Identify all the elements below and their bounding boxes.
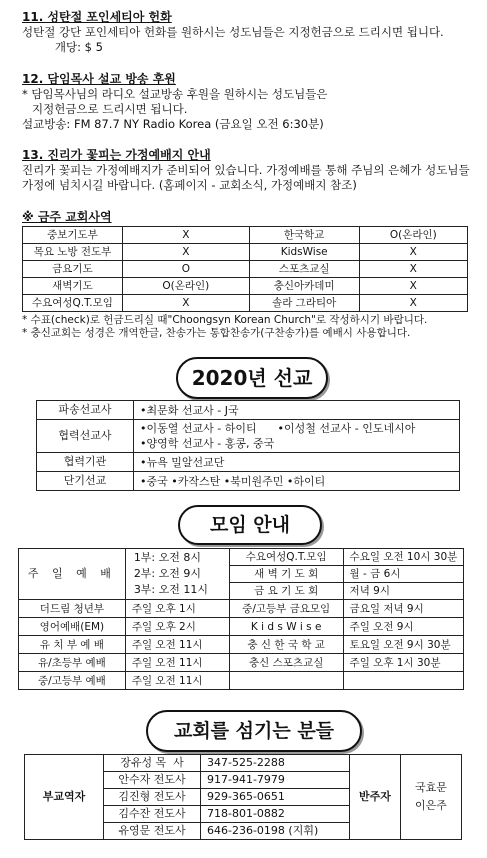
meeting-name: 주 일 예 배	[19, 549, 126, 600]
table-row	[37, 401, 460, 420]
ministry-status: O(온라인)	[122, 278, 249, 295]
section-body: 진리가 꽃피는 가정예배지가 준비되어 있습니다. 가정예배를 통해 주님의 은혜가 성도님들 가정에 넘치시길 바랍니다. (홈페이지 - 교회소식, 가정예배지 참조)	[22, 163, 470, 192]
meeting-name: 충 신 한 국 학 교	[229, 636, 343, 654]
mission-category: 협력선교사	[37, 420, 134, 453]
meeting-time: 주일 오전 11시	[125, 636, 229, 654]
staff-name: 장유성 목 사	[104, 755, 201, 772]
table-row	[19, 654, 464, 672]
staff-name: 유영문 전도사	[104, 823, 201, 840]
meeting-time: 주일 오후 2시	[125, 618, 229, 636]
ministry-name: 한국학교	[249, 227, 359, 244]
table-row	[19, 618, 464, 636]
mission-detail	[134, 472, 460, 491]
meeting-time: 주일 오전 11시	[125, 672, 229, 690]
section-title: 11. 성탄절 포인세티아 헌화	[22, 10, 172, 24]
meeting-name: 새 벽 기 도 회	[229, 566, 343, 583]
ministry-status: X	[359, 261, 467, 278]
service-time: 1부: 오전 8시	[133, 551, 202, 564]
service-time: 3부: 오전 11시	[133, 583, 209, 596]
meeting-time: 월 - 금 6시	[343, 566, 463, 583]
section-title: 13. 진리가 꽃피는 가정예배지 안내	[22, 148, 211, 162]
mission-line: •중국 •카작스탄 •북미원주민 •하이티	[140, 474, 326, 488]
meeting-name: 더드림 청년부	[19, 600, 126, 618]
accompanist-names	[401, 755, 462, 840]
staff-title-badge	[146, 710, 362, 752]
meeting-time: 주일 오후 1시	[125, 600, 229, 618]
ministry-status: X	[122, 227, 249, 244]
mission-category: 협력기관	[37, 453, 134, 472]
meeting-time	[125, 549, 229, 600]
ministry-status: X	[359, 278, 467, 295]
table-row	[23, 244, 468, 261]
mission-detail	[134, 453, 460, 472]
ministry-status: O(온라인)	[359, 227, 467, 244]
price-text: 개당: $ 5	[54, 40, 103, 54]
ministry-name: 스포츠교실	[249, 261, 359, 278]
meetings-title-badge	[178, 505, 322, 545]
meeting-time: 저녁 9시	[343, 583, 463, 600]
table-row	[37, 472, 460, 491]
table-row	[23, 261, 468, 278]
ministry-status: X	[122, 244, 249, 261]
meeting-name: K i d s W i s e	[229, 618, 343, 636]
weekly-title	[22, 210, 480, 225]
service-time: 2부: 오전 9시	[133, 567, 202, 580]
meeting-time: 주일 오전 11시	[125, 654, 229, 672]
ministry-name: 솔라 그라티아	[249, 295, 359, 312]
note: * 충신교회는 성경은 개역한글, 찬송가는 통합찬송가(구찬송가)를 예배시 사용합니다.	[22, 327, 411, 339]
table-row	[23, 278, 468, 295]
meeting-name: 수요여성Q.T.모임	[229, 549, 343, 566]
meeting-time: 토요일 오전 9시 30분	[343, 636, 463, 654]
meeting-time: 수요일 오전 10시 30분	[343, 549, 463, 566]
mission-line: •최문화 선교사 - J국	[140, 403, 239, 417]
body-text: 성탄절 강단 포인세티아 헌화를 원하시는 성도님들은 지정헌금으로 드리시면 됩니다.	[22, 25, 444, 39]
meeting-name: 중/고등부 금요모임	[229, 600, 343, 618]
section-poinsettia	[22, 10, 480, 55]
staff-phone: 917-941-7979	[201, 772, 350, 789]
staff-table	[24, 754, 462, 840]
mission-category: 단기선교	[37, 472, 134, 491]
staff-name: 안수자 전도사	[104, 772, 201, 789]
table-row	[19, 600, 464, 618]
staff-phone: 347-525-2288	[201, 755, 350, 772]
meetings-table	[18, 548, 464, 690]
table-row	[23, 295, 468, 312]
table-row	[19, 672, 464, 690]
mission-line: •양영학 선교사 - 홍콩, 중국	[140, 437, 275, 450]
accompanist-name: 국효문	[415, 781, 447, 794]
table-row	[25, 755, 462, 772]
ministry-status: O	[122, 261, 249, 278]
section-title: 12. 담임목사 설교 방송 후원	[22, 72, 176, 86]
table-row	[23, 227, 468, 244]
meeting-name: 유/초등부 예배	[19, 654, 126, 672]
line: 지정헌금으로 드리시면 됩니다.	[32, 102, 188, 116]
table-row	[19, 636, 464, 654]
weekly-notes	[22, 314, 482, 340]
table-row	[37, 420, 460, 453]
mission-title-badge	[176, 357, 328, 399]
ministry-name: 목요 노방 전도부	[23, 244, 123, 261]
mission-category: 파송선교사	[37, 401, 134, 420]
mission-table	[36, 400, 460, 491]
staff-name: 김진형 전도사	[104, 789, 201, 806]
staff-phone: 929-365-0651	[201, 789, 350, 806]
staff-phone: 718-801-0882	[201, 806, 350, 823]
meeting-name: 중/고등부 예배	[19, 672, 126, 690]
mission-title: 2020년 선교	[191, 366, 313, 390]
meeting-time	[343, 672, 463, 690]
weekly-ministry-table	[22, 226, 468, 312]
ministry-name: 수요여성Q.T.모임	[23, 295, 123, 312]
meeting-time: 금요일 저녁 9시	[343, 600, 463, 618]
ministry-name: KidsWise	[249, 244, 359, 261]
ministry-status: X	[359, 295, 467, 312]
meeting-time: 주일 오전 9시	[343, 618, 463, 636]
ministry-name: 중보기도부	[23, 227, 123, 244]
mission-line: •뉴욕 밀알선교단	[140, 455, 225, 469]
meeting-name: 충신 스포츠교실	[229, 654, 343, 672]
accompanist-label: 반주자	[350, 755, 401, 840]
ministry-status: X	[359, 244, 467, 261]
table-row	[37, 453, 460, 472]
ministry-name: 금요기도	[23, 261, 123, 278]
meeting-time: 주일 오후 1시 30분	[343, 654, 463, 672]
meetings-title: 모임 안내	[209, 514, 291, 536]
line: 설교방송: FM 87.7 NY Radio Korea (금요일 오전 6:30분)	[22, 117, 324, 131]
note: * 수표(check)로 헌금드리실 때"Choongsyn Korean Church"로 작성하시기 바랍니다.	[22, 314, 428, 326]
meeting-name: 유 치 부 예 배	[19, 636, 126, 654]
section-title: ※ 금주 교회사역	[22, 210, 112, 224]
section-broadcast	[22, 72, 480, 132]
meeting-name: 금 요 기 도 회	[229, 583, 343, 600]
ministry-status: X	[122, 295, 249, 312]
accompanist-name: 이은주	[415, 799, 447, 812]
meeting-name	[229, 672, 343, 690]
mission-detail	[134, 420, 460, 453]
meeting-name: 영어예배(EM)	[19, 618, 126, 636]
section-family-worship	[22, 148, 480, 193]
section-body	[22, 25, 480, 55]
staff-phone: 646-236-0198 (지휘)	[201, 823, 350, 840]
table-row	[19, 549, 464, 566]
staff-name: 김수잔 전도사	[104, 806, 201, 823]
mission-detail	[134, 401, 460, 420]
staff-group-label: 부교역자	[25, 755, 104, 840]
mission-line: •이동열 선교사 - 하이티 •이성철 선교사 - 인도네시아	[140, 422, 416, 435]
ministry-name: 새벽기도	[23, 278, 123, 295]
staff-title: 교회를 섬기는 분들	[173, 720, 335, 742]
line: * 담임목사님의 라디오 설교방송 후원을 원하시는 성도님들은	[22, 87, 328, 101]
ministry-name: 충신아카데미	[249, 278, 359, 295]
